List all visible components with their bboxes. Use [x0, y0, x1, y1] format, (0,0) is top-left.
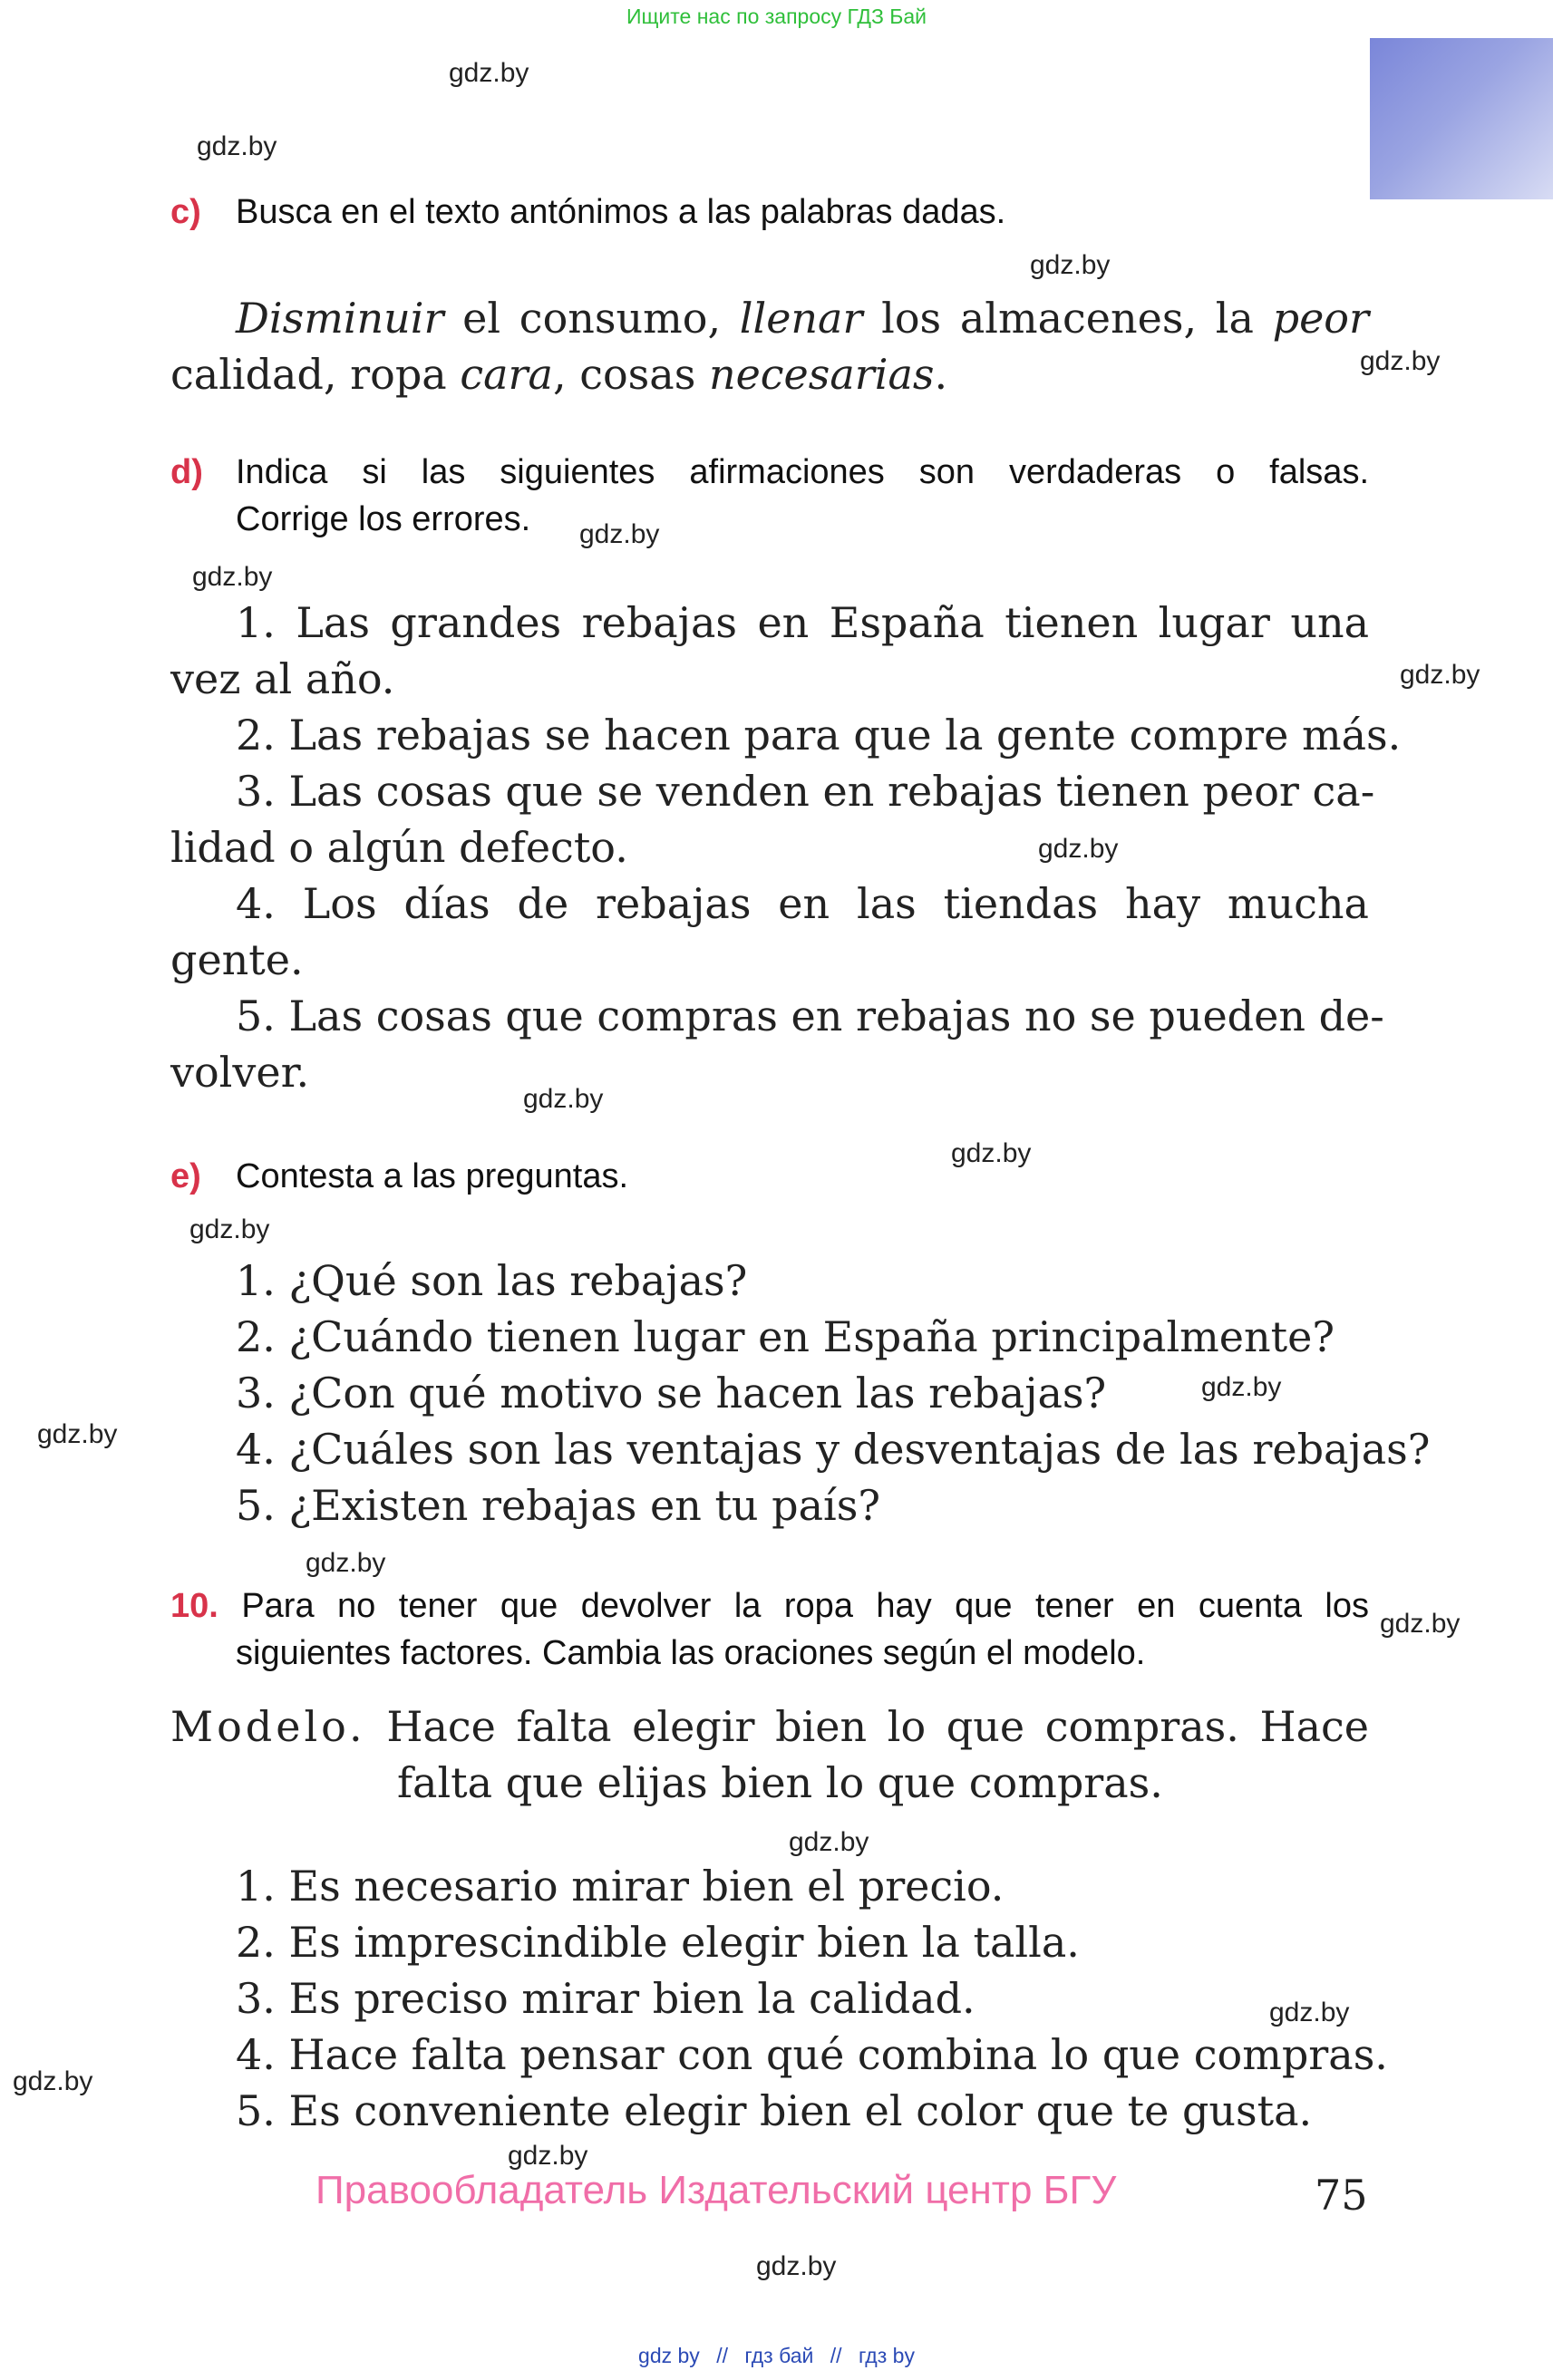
link-gdz-by[interactable]: gdz by: [638, 2344, 700, 2367]
watermark: gdz.by: [1380, 1609, 1461, 1639]
task-10-instruction: 10. Para no tener que devolver la ropa hay que tener en cuenta los siguientes factores. Cambia las oraciones según el modelo.: [170, 1587, 1369, 1672]
phrase-text: calidad, ropa: [170, 350, 461, 399]
watermark: gdz.by: [37, 1419, 118, 1449]
list-item: 4. Los días de rebajas en las tiendas hay mucha: [236, 879, 1369, 928]
watermark: gdz.by: [1030, 250, 1111, 280]
watermark: gdz.by: [197, 131, 277, 161]
list-item: 5. Es conveniente elegir bien el color que te gusta.: [236, 2086, 1313, 2135]
list-item: 2. Las rebajas se hacen para que la gente compre más.: [236, 711, 1402, 759]
list-item: 1. Las grandes rebajas en España tienen lugar una: [236, 598, 1369, 647]
list-item: 3. Es preciso mirar bien la calidad.: [236, 1974, 975, 2023]
task-e-list: [236, 1253, 1434, 1533]
link-gdz-bai[interactable]: гдз бай: [744, 2344, 814, 2367]
watermark: gdz.by: [189, 1214, 270, 1244]
watermark: gdz.by: [579, 519, 660, 549]
task-d-list: [170, 595, 1402, 1100]
list-item-continuation: volver.: [170, 1048, 310, 1097]
task-10-list: [236, 1858, 1434, 2139]
task-letter: d): [170, 453, 203, 491]
watermark: gdz.by: [13, 2066, 93, 2096]
watermark: gdz.by: [192, 562, 273, 592]
watermark: gdz.by: [1038, 834, 1119, 864]
watermark: gdz.by: [523, 1084, 604, 1114]
task-10-model: Modelo. Hace falta elegir bien lo que compras. Hace falta que elijas bien lo que compras.: [170, 1702, 1370, 1807]
target-word: cara: [460, 350, 553, 399]
list-item: 5. Las cosas que compras en rebajas no se pueden de-: [236, 992, 1384, 1040]
target-word: Disminuir: [236, 294, 444, 343]
watermark: gdz.by: [1201, 1372, 1282, 1402]
bottom-links: [0, 2344, 1553, 2368]
task-c-instruction: c) Busca en el texto antónimos a las palabras dadas.: [170, 189, 1369, 236]
phrase-text: los almacenes, la: [862, 294, 1273, 343]
task-letter: c): [170, 193, 201, 231]
list-item: 4. Hace falta pensar con qué combina lo que compras.: [236, 2030, 1388, 2079]
phrase-text: el consumo,: [443, 294, 740, 343]
watermark: gdz.by: [1360, 346, 1441, 376]
link-gdz-by-2[interactable]: гдз by: [858, 2344, 915, 2367]
list-item: 4. ¿Cuáles son las ventajas y desventajas de las rebajas?: [236, 1425, 1431, 1474]
task-d-instruction: d) Indica si las siguientes afirmaciones son verdaderas o falsas. Corrige los errores.: [170, 449, 1369, 543]
list-item: 3. ¿Con qué motivo se hacen las rebajas?: [236, 1369, 1107, 1417]
target-word: necesarias: [708, 350, 935, 399]
page-number: 75: [1315, 2171, 1368, 2220]
model-label: Modelo.: [170, 1702, 366, 1751]
list-item: 2. Es imprescindible elegir bien la talla.: [236, 1918, 1080, 1967]
list-item: 1. ¿Qué son las rebajas?: [236, 1256, 748, 1305]
target-word: llenar: [739, 294, 863, 343]
task-c-words: [170, 290, 1369, 402]
watermark: gdz.by: [756, 2251, 837, 2281]
watermark: gdz.by: [1269, 1998, 1350, 2027]
separator: //: [716, 2344, 728, 2367]
list-item: 2. ¿Cuándo tienen lugar en España principalmente?: [236, 1312, 1335, 1361]
list-item-continuation: lidad o algún defecto.: [170, 823, 628, 872]
top-banner: Ищите нас по запросу ГДЗ Бай: [626, 5, 927, 28]
watermark: gdz.by: [449, 58, 529, 88]
watermark: gdz.by: [306, 1548, 386, 1578]
separator: //: [830, 2344, 842, 2367]
list-item-continuation: vez al año.: [170, 654, 395, 703]
task-number: 10.: [170, 1587, 218, 1625]
corner-decoration: [1370, 38, 1553, 199]
task-letter: e): [170, 1157, 201, 1195]
watermark: gdz.by: [1400, 660, 1480, 690]
phrase-text: .: [934, 350, 948, 399]
watermark: gdz.by: [508, 2141, 588, 2171]
watermark: gdz.by: [951, 1138, 1032, 1168]
task-e-instruction: e) Contesta a las preguntas.: [170, 1153, 1369, 1200]
watermark: gdz.by: [789, 1827, 869, 1857]
copyright-notice: Правообладатель Издательский центр БГУ: [315, 2168, 1117, 2212]
target-word: peor: [1272, 294, 1369, 343]
list-item: 3. Las cosas que se venden en rebajas tienen peor ca-: [236, 767, 1375, 816]
list-item: 1. Es necesario mirar bien el precio.: [236, 1862, 1005, 1911]
list-item: 5. ¿Existen rebajas en tu país?: [236, 1481, 881, 1530]
list-item-continuation: gente.: [170, 935, 304, 984]
phrase-text: , cosas: [552, 350, 709, 399]
